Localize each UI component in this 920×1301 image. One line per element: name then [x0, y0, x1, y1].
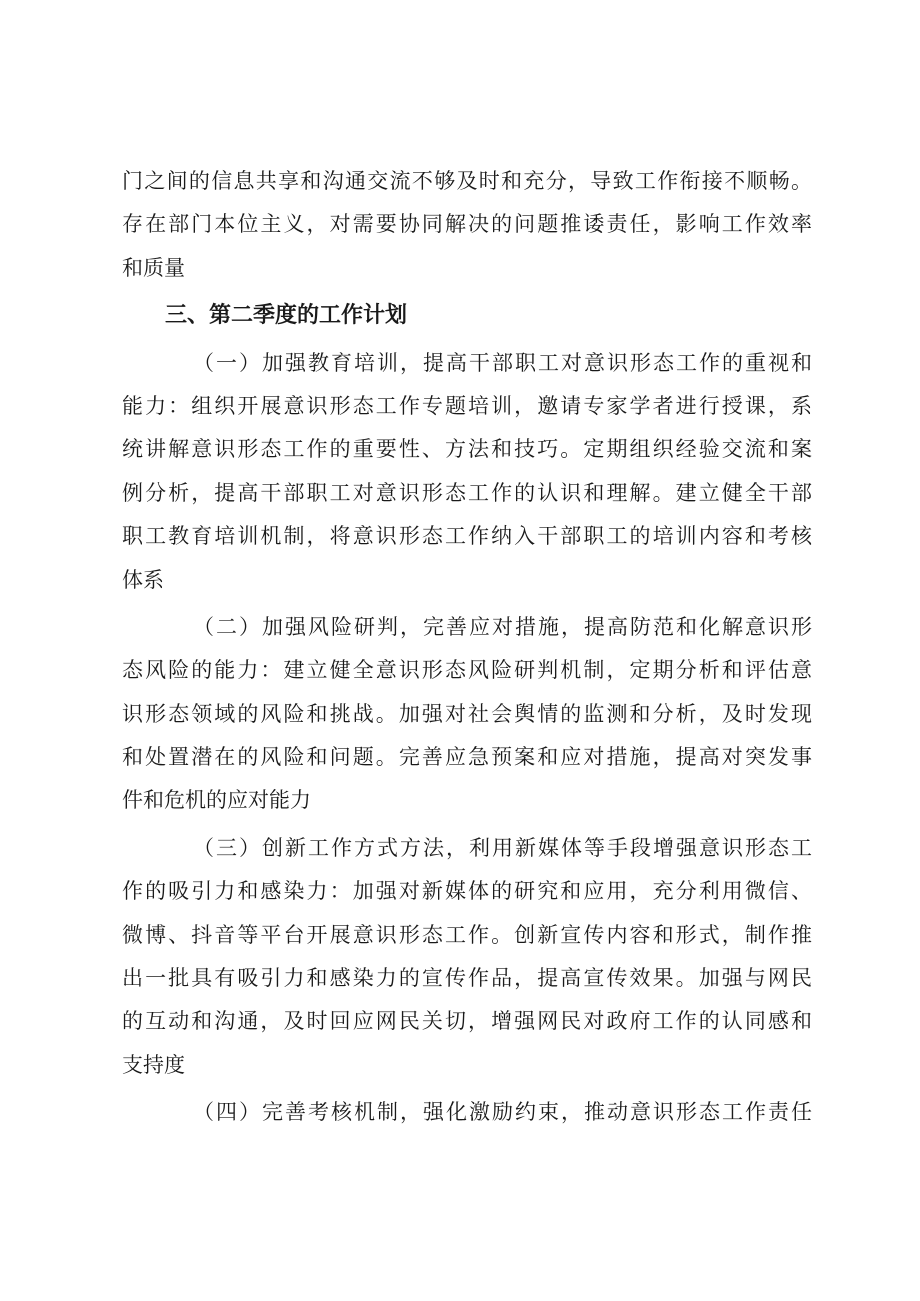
- paragraph-1: [122, 342, 812, 602]
- section-heading: 三、第二季度的工作计划: [165, 303, 408, 329]
- text-line: 职工教育培训机制，将意识形态工作纳入干部职工的培训内容和考核: [122, 524, 812, 549]
- document-body: [122, 160, 812, 1135]
- paragraph-continuation: [122, 160, 812, 290]
- text-line: 作的吸引力和感染力：加强对新媒体的研究和应用，充分利用微信、: [122, 879, 812, 904]
- text-line: 例分析，提高干部职工对意识形态工作的认识和理解。建立健全干部: [122, 480, 812, 505]
- text-line: 微博、抖音等平台开展意识形态工作。创新宣传内容和形式，制作推: [122, 922, 812, 947]
- paragraph-4: [122, 1091, 812, 1134]
- text-line: 件和危机的应对能力: [122, 788, 311, 813]
- text-line: 的互动和沟通，及时回应网民关切，增强网民对政府工作的认同感和: [122, 1009, 812, 1034]
- text-line: 存在部门本位主义，对需要协同解决的问题推诿责任，影响工作效率: [122, 212, 812, 237]
- text-line: 门之间的信息共享和沟通交流不够及时和充分，导致工作衔接不顺畅。: [122, 169, 812, 193]
- paragraph-3: [122, 827, 812, 1087]
- text-line: （三）创新工作方式方法，利用新媒体等手段增强意识形态工: [193, 835, 812, 860]
- text-line: 统讲解意识形态工作的重要性、方法和技巧。定期组织经验交流和案: [122, 437, 812, 462]
- text-line: （四）完善考核机制，强化激励约束，推动意识形态工作责任: [193, 1100, 812, 1125]
- text-line: 识形态领域的风险和挑战。加强对社会舆情的监测和分析，及时发现: [122, 701, 812, 726]
- text-line: （一）加强教育培训，提高干部职工对意识形态工作的重视和: [193, 350, 812, 375]
- text-line: 出一批具有吸引力和感染力的宣传作品，提高宣传效果。加强与网民: [122, 966, 812, 991]
- text-line: 能力：组织开展意识形态工作专题培训，邀请专家学者进行授课，系: [122, 393, 812, 418]
- text-line: （二）加强风险研判，完善应对措施，提高防范和化解意识形: [193, 614, 812, 639]
- paragraph-2: [122, 606, 812, 823]
- text-line: 支持度: [122, 1052, 185, 1077]
- text-line: 态风险的能力：建立健全意识形态风险研判机制，定期分析和评估意: [122, 658, 812, 683]
- text-line: 和处置潜在的风险和问题。完善应急预案和应对措施，提高对突发事: [122, 745, 812, 770]
- text-line: 体系: [122, 567, 164, 592]
- text-line: 和质量: [122, 255, 185, 280]
